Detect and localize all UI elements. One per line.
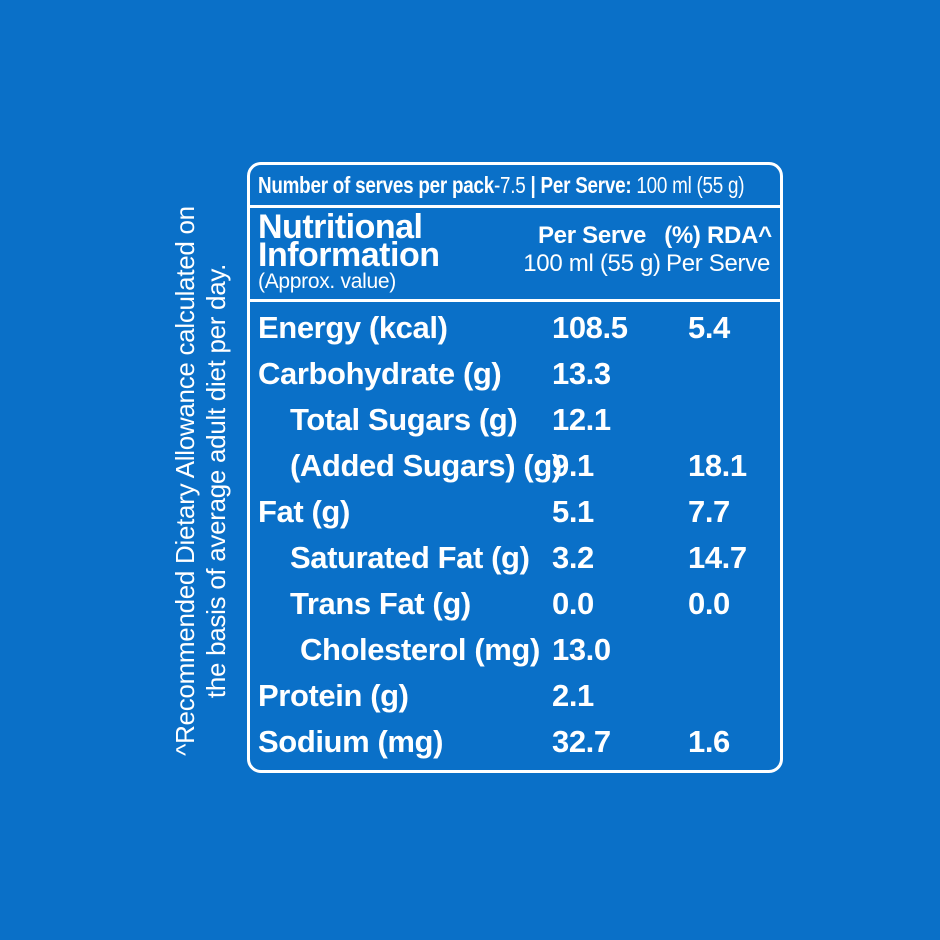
nutrient-label: (Added Sugars) (g) <box>290 448 562 483</box>
rda-footnote-line1: ^Recommended Dietary Allowance calculated on <box>170 206 200 756</box>
serves-strip-segment: -7.5 <box>493 171 531 198</box>
per-serve-value: 13.0 <box>552 632 611 667</box>
nutrition-row <box>250 673 780 719</box>
nutrient-label: Protein (g) <box>258 678 409 713</box>
per-serve-value: 32.7 <box>552 724 611 759</box>
per-serve-value: 13.3 <box>552 356 611 391</box>
rda-value: 0.0 <box>688 586 730 621</box>
nutrition-row <box>250 627 780 673</box>
per-serve-value: 108.5 <box>552 310 628 345</box>
nutrient-label: Carbohydrate (g) <box>258 356 502 391</box>
nutrition-row <box>250 443 780 489</box>
nutrient-label: Fat (g) <box>258 494 350 529</box>
nutrition-panel <box>247 162 783 773</box>
nutrition-row <box>250 581 780 627</box>
rda-value: 1.6 <box>688 724 730 759</box>
nutrition-title <box>258 208 440 274</box>
per-serve-value: 9.1 <box>552 448 594 483</box>
nutrient-label: Energy (kcal) <box>258 310 448 345</box>
nutrient-label: Cholesterol (mg) <box>300 632 540 667</box>
serves-strip-segment: Per Serve: <box>540 171 637 198</box>
serves-strip <box>250 165 780 208</box>
per-serve-value: 3.2 <box>552 540 594 575</box>
per-serve-header-line1: Per Serve <box>537 222 647 249</box>
rda-value: 7.7 <box>688 494 730 529</box>
per-serve-header-line2: 100 ml (55 g) <box>523 250 661 277</box>
serves-strip-segment: 100 ml (55 g) <box>636 171 745 198</box>
per-serve-value: 2.1 <box>552 678 594 713</box>
rda-value: 5.4 <box>688 310 730 345</box>
approx-value-subtitle: (Approx. value) <box>258 270 396 293</box>
nutrition-header <box>250 208 780 302</box>
rda-header-line2: Per Serve <box>665 250 770 277</box>
rda-footnote-line2: the basis of average adult diet per day. <box>201 263 231 699</box>
nutrition-title-line1: Nutritional <box>258 208 423 246</box>
serves-strip-segment: | <box>530 171 541 198</box>
nutrient-label: Trans Fat (g) <box>290 586 471 621</box>
rda-footnote <box>170 171 232 791</box>
per-serve-value: 12.1 <box>552 402 611 437</box>
nutrition-row <box>250 489 780 535</box>
serves-strip-segment: Number of serves per pack <box>258 171 494 198</box>
per-serve-value: 0.0 <box>552 586 594 621</box>
rda-column-header <box>648 222 788 278</box>
nutrition-row <box>250 535 780 581</box>
nutrition-row <box>250 351 780 397</box>
rda-header-line1: (%) RDA^ <box>664 222 772 249</box>
nutrition-row <box>250 305 780 351</box>
nutrient-label: Total Sugars (g) <box>290 402 518 437</box>
rda-value: 14.7 <box>688 540 747 575</box>
nutrient-label: Saturated Fat (g) <box>290 540 530 575</box>
nutrient-label: Sodium (mg) <box>258 724 444 759</box>
per-serve-value: 5.1 <box>552 494 594 529</box>
nutrition-row <box>250 719 780 765</box>
nutrition-rows <box>250 302 780 770</box>
nutrition-row <box>250 397 780 443</box>
rda-value: 18.1 <box>688 448 747 483</box>
serves-strip-text <box>258 172 744 199</box>
per-serve-column-header <box>522 222 662 278</box>
nutrition-title-line2: Information <box>258 236 440 274</box>
